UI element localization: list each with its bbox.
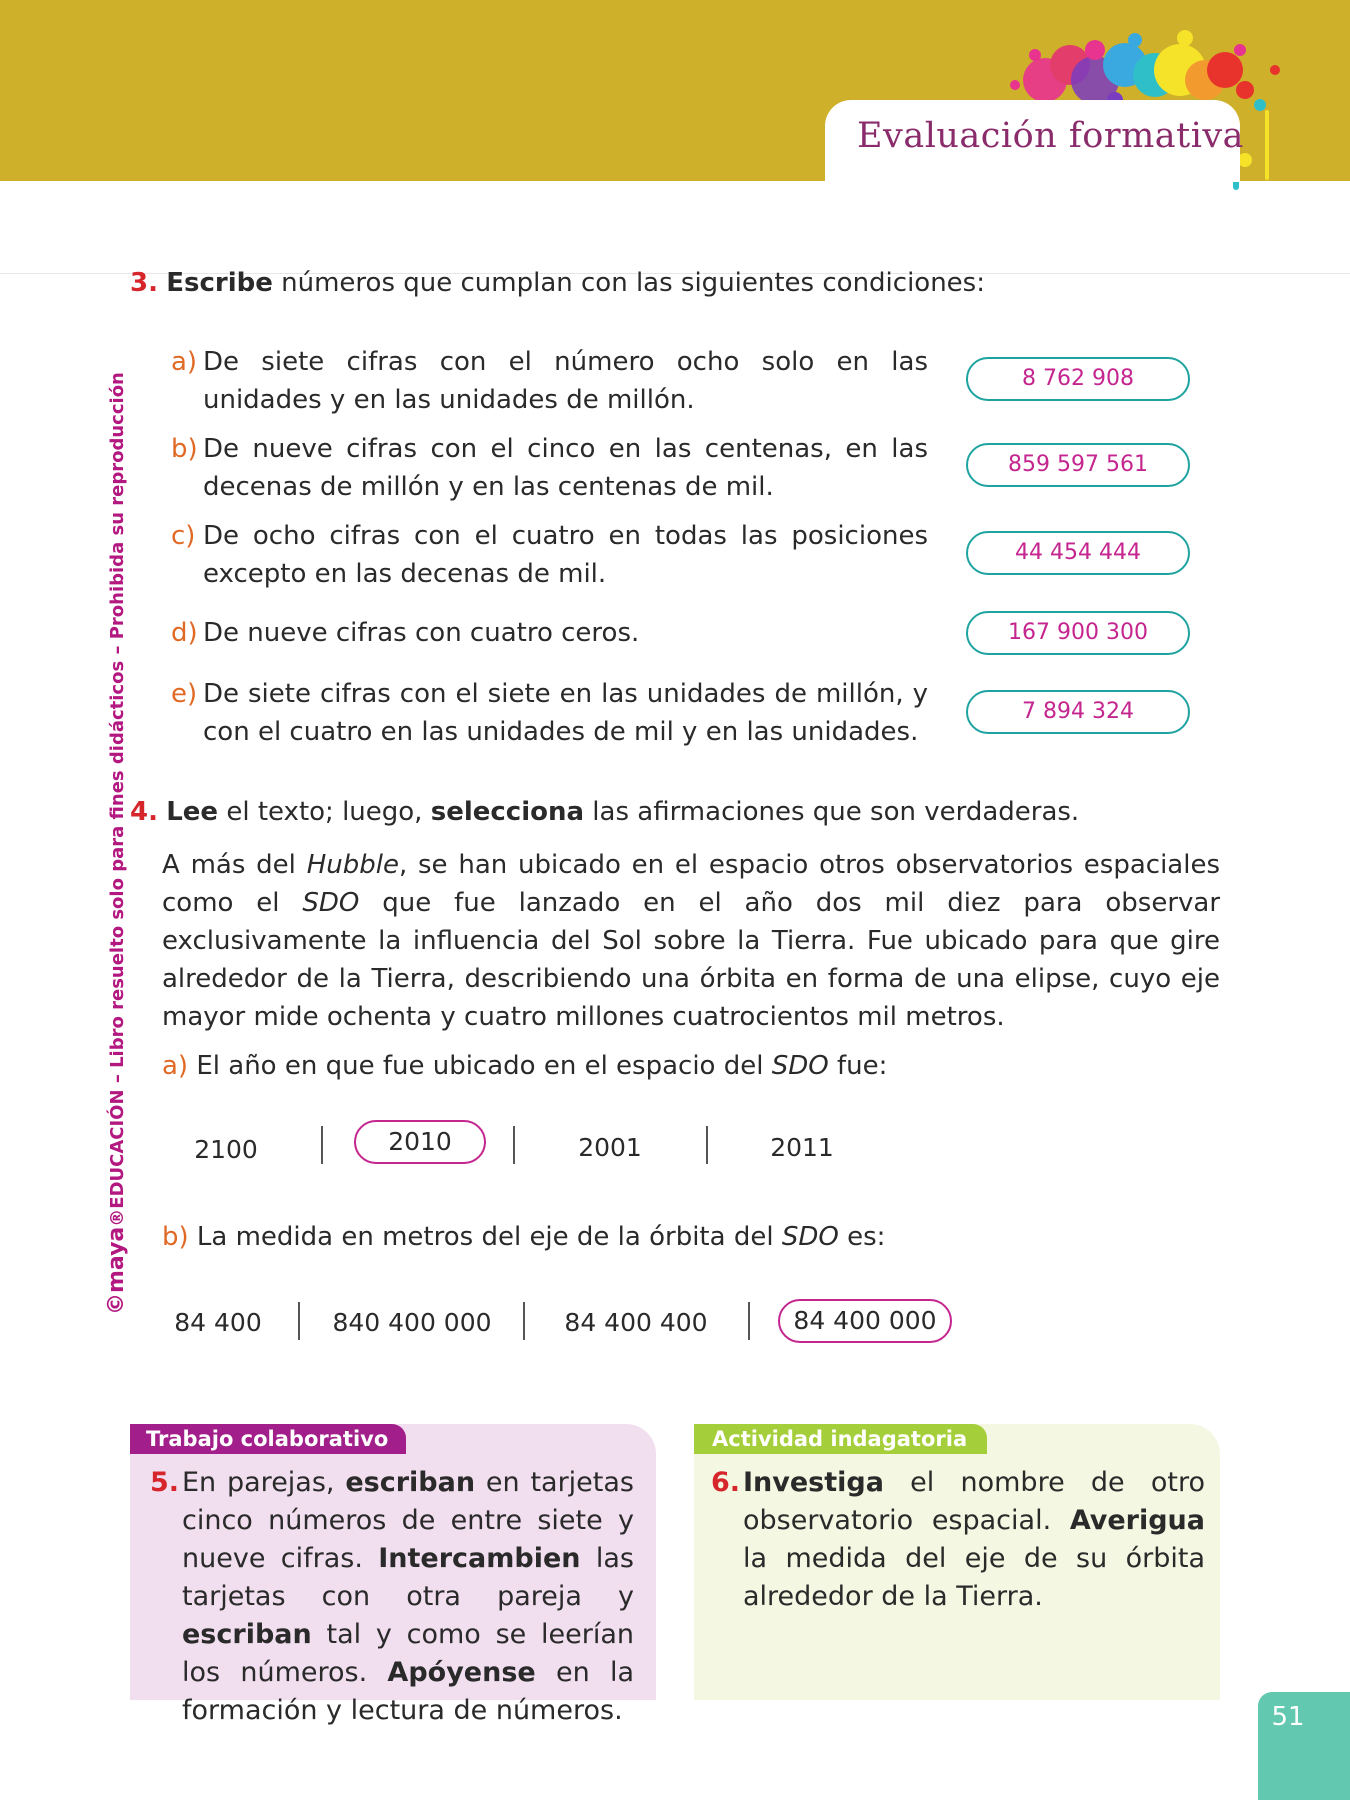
option-separator	[748, 1302, 750, 1340]
page-title: Evaluación formativa	[857, 116, 1245, 156]
panel-text: el nombre de otro observatorio espacial.	[743, 1467, 1205, 1536]
item-letter: b)	[171, 434, 198, 464]
panel-verb: Intercambien	[378, 1543, 581, 1574]
item-letter: c)	[171, 521, 196, 551]
splash-dot	[1128, 33, 1142, 47]
question-verb: Escribe	[166, 268, 273, 298]
copyright-text: ®EDUCACIÓN – Libro resuelto solo para fines didácticos – Prohibida su reproducción	[107, 372, 128, 1227]
panel-verb: Apóyense	[387, 1657, 536, 1688]
passage-italic: Hubble	[306, 850, 399, 880]
splash-dot	[1085, 40, 1105, 60]
maya-logo: ©maya	[104, 1226, 129, 1315]
q4a-option-1[interactable]: 2100	[194, 1135, 258, 1164]
q3-answer-a: 8 762 908	[966, 357, 1190, 401]
q4-item-a	[162, 1051, 887, 1081]
question-4-heading	[130, 797, 1079, 827]
passage-italic: SDO	[302, 888, 360, 918]
item-text: De nueve cifras con cuatro ceros.	[203, 618, 640, 648]
q3-answer-b: 859 597 561	[966, 443, 1190, 487]
item-letter: d)	[171, 618, 198, 648]
question-5-text	[150, 1464, 634, 1730]
q4b-option-3[interactable]: 84 400 400	[564, 1308, 708, 1337]
passage-text: que fue lanzado en el año dos mil diez para observar exclusivamente la influencia del Sol sobre la Tierra. Fue ubicado para que gire alrededor de la Tierra, describiendo una órbita en forma de una elipse, cuyo eje mayor mide ochenta y cuatro millones cuatrocientos mil metros.	[162, 888, 1221, 1032]
collaborative-tag: Trabajo colaborativo	[130, 1424, 406, 1454]
q4-item-b	[162, 1222, 885, 1252]
passage-text: A más del	[162, 850, 307, 880]
splash-dot	[1029, 49, 1041, 61]
item-text: La medida en metros del eje de la órbita del	[196, 1222, 782, 1252]
question-number: 4.	[130, 797, 158, 827]
splash-dot	[1254, 99, 1266, 111]
item-text: es:	[838, 1222, 886, 1252]
splash-dot	[1177, 30, 1193, 46]
inquiry-tag: Actividad indagatoria	[694, 1424, 987, 1454]
question-text: las afirmaciones que son verdaderas.	[584, 797, 1080, 827]
option-separator	[298, 1302, 300, 1340]
panel-verb: escriban	[182, 1619, 312, 1650]
q3-answer-c: 44 454 444	[966, 531, 1190, 575]
panel-text: En parejas,	[182, 1467, 346, 1498]
panel-verb: Investiga	[743, 1467, 884, 1498]
item-text: De ocho cifras con el cuatro en todas las posiciones excepto en las decenas de mil.	[203, 521, 928, 589]
question-text: el texto; luego,	[218, 797, 431, 827]
panel-text: las tarjetas con otra pareja y	[182, 1543, 634, 1612]
option-separator	[706, 1126, 708, 1164]
q3-item-c	[171, 517, 928, 593]
item-text: fue:	[828, 1051, 888, 1081]
question-number: 5.	[150, 1467, 180, 1498]
item-letter: a)	[162, 1051, 189, 1081]
question-3-heading	[130, 268, 985, 298]
q3-item-d	[171, 614, 928, 652]
copyright-sidebar	[104, 372, 129, 1315]
q4a-option-4[interactable]: 2011	[770, 1133, 834, 1162]
panel-verb: Averigua	[1069, 1505, 1205, 1536]
q4b-option-2[interactable]: 840 400 000	[332, 1308, 492, 1337]
question-verb: Lee	[166, 797, 219, 827]
page-number: 51	[1271, 1702, 1305, 1732]
item-text: De siete cifras con el siete en las unidades de millón, y con el cuatro en las unidades de mil y en las unidades.	[203, 679, 928, 747]
splash-dot	[1010, 80, 1020, 90]
splash-dot	[1270, 65, 1280, 75]
panel-text: la medida del eje de su órbita alrededor de la Tierra.	[743, 1543, 1205, 1612]
item-text: De siete cifras con el número ocho solo en las unidades y en las unidades de millón.	[203, 347, 928, 415]
item-text: De nueve cifras con el cinco en las centenas, en las decenas de millón y en las centenas de mil.	[203, 434, 928, 502]
q4a-option-3[interactable]: 2001	[578, 1133, 642, 1162]
splash-drip	[1265, 110, 1269, 180]
q3-item-b	[171, 430, 928, 506]
option-separator	[513, 1126, 515, 1164]
option-separator	[321, 1126, 323, 1164]
panel-text: en la formación y lectura de números.	[182, 1657, 634, 1726]
question-number: 6.	[711, 1467, 741, 1498]
item-letter: a)	[171, 347, 198, 377]
item-text: El año en que fue ubicado en el espacio del	[196, 1051, 772, 1081]
item-italic: SDO	[781, 1222, 839, 1252]
question-number: 3.	[130, 268, 158, 298]
q3-item-e	[171, 675, 928, 751]
q3-answer-d: 167 900 300	[966, 611, 1190, 655]
splash-dot	[1234, 44, 1246, 56]
question-text: números que cumplan con las siguientes condiciones:	[272, 268, 985, 298]
panel-verb: escriban	[345, 1467, 476, 1498]
reading-passage	[162, 846, 1220, 1036]
q3-answer-e: 7 894 324	[966, 690, 1190, 734]
q4a-option-2-selected[interactable]: 2010	[354, 1120, 486, 1164]
item-letter: e)	[171, 679, 198, 709]
question-6-text	[711, 1464, 1205, 1616]
question-verb: selecciona	[430, 797, 585, 827]
q4b-option-1[interactable]: 84 400	[174, 1308, 262, 1337]
splash-dot	[1207, 52, 1243, 88]
passage-text: , se han ubicado en el espacio otros observatorios espaciales como el	[162, 850, 1220, 918]
splash-dot	[1236, 81, 1254, 99]
panel-text: en tarjetas cinco números de entre siete y nueve cifras.	[182, 1467, 634, 1574]
item-italic: SDO	[771, 1051, 829, 1081]
q4b-option-4-selected[interactable]: 84 400 000	[778, 1299, 952, 1343]
option-separator	[523, 1302, 525, 1340]
q3-item-a	[171, 343, 928, 419]
panel-text: tal y como se leerían los números.	[182, 1619, 634, 1688]
item-letter: b)	[162, 1222, 189, 1252]
